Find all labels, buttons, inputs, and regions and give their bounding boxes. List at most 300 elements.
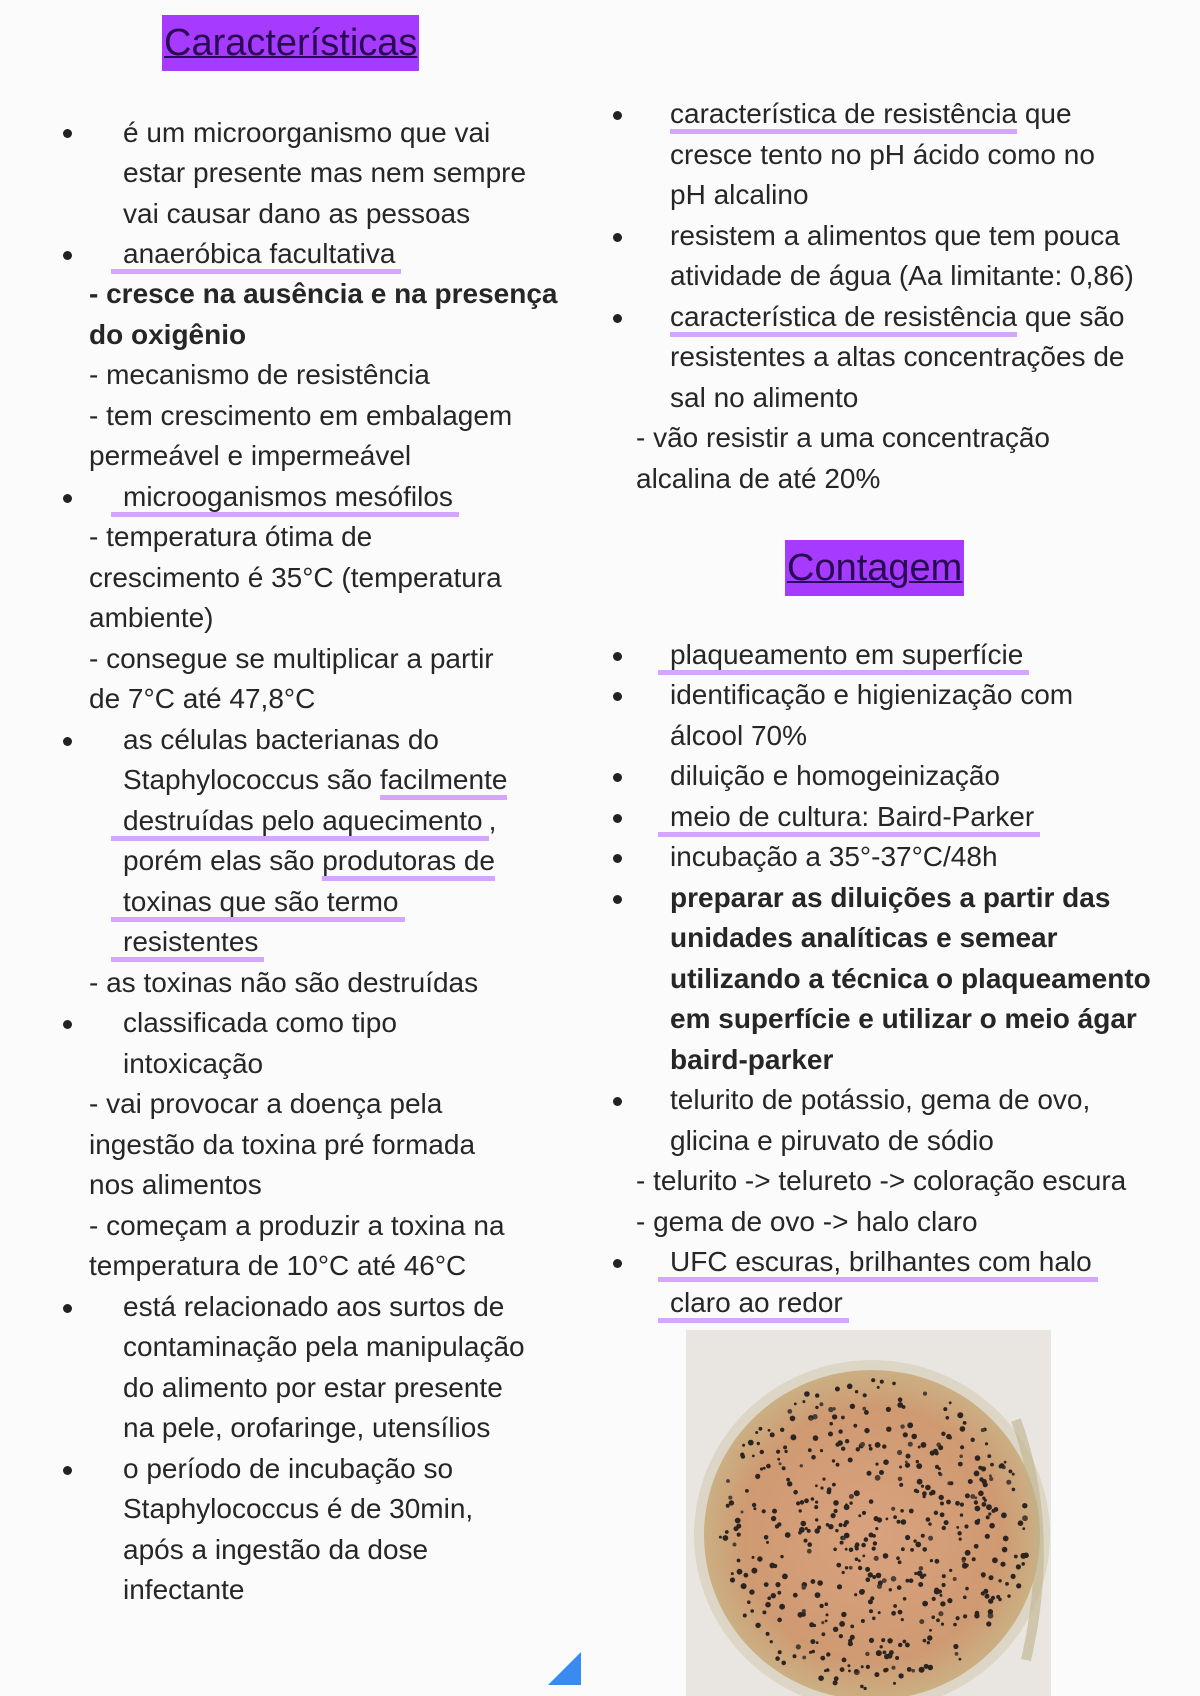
text-line: utilizando a técnica o plaqueamento [670, 963, 1151, 994]
colony-dot [905, 1535, 910, 1540]
colony-dot [881, 1638, 885, 1642]
text-line: o período de incubação so [123, 1453, 454, 1484]
bullet [63, 494, 72, 503]
colony-dot [842, 1658, 847, 1663]
colony-dot [959, 1538, 962, 1541]
colony-dot [755, 1623, 760, 1628]
colony-dot [850, 1404, 855, 1409]
colony-dot [815, 1518, 818, 1521]
colony-dot [770, 1432, 775, 1437]
colony-dot [875, 1527, 878, 1530]
colony-dot [1018, 1520, 1024, 1526]
colony-dot [826, 1523, 830, 1527]
bullet [63, 737, 72, 746]
bullet [613, 895, 622, 904]
colony-dot [847, 1664, 850, 1667]
colony-dot [859, 1589, 865, 1595]
colony-dot [737, 1569, 743, 1575]
text-span: Staphylococcus são [123, 764, 380, 795]
colony-dot [869, 1638, 874, 1643]
colony-dot [835, 1529, 838, 1532]
colony-dot [777, 1591, 781, 1595]
text-line: temperatura de 10°C até 46°C [89, 1250, 467, 1281]
bullet [613, 314, 622, 323]
colony-dot [793, 1593, 798, 1598]
colony-dot [873, 1541, 877, 1545]
colony-dot [1021, 1562, 1025, 1566]
colony-dot [848, 1670, 851, 1673]
text-line [123, 477, 459, 518]
colony-dot [876, 1573, 882, 1579]
colony-dot [929, 1629, 932, 1632]
colony-dot [839, 1621, 845, 1627]
colony-dot [771, 1516, 776, 1521]
colony-dot [898, 1643, 902, 1647]
colony-dot [841, 1416, 845, 1420]
colony-dot [790, 1434, 796, 1440]
colony-dot [998, 1579, 1001, 1582]
colony-dot [956, 1616, 960, 1620]
colony-dot [815, 1484, 818, 1487]
text-line: vai causar dano as pessoas [123, 198, 471, 229]
colony-dot [755, 1431, 758, 1434]
colony-dot [938, 1611, 943, 1616]
colony-dot [804, 1391, 810, 1397]
colony-dot [845, 1439, 849, 1443]
colony-dot [752, 1503, 756, 1507]
colony-dot [941, 1432, 945, 1436]
colony-dot [957, 1531, 961, 1535]
colony-dot [982, 1497, 985, 1500]
colony-dot [917, 1479, 923, 1485]
colony-dot [854, 1669, 858, 1673]
colony-dot [849, 1566, 853, 1570]
colony-dot [985, 1594, 990, 1599]
colony-dot [782, 1574, 788, 1580]
text-line: telurito de potássio, gema de ovo, [670, 1084, 1091, 1115]
colony-dot [906, 1579, 910, 1583]
text-line: é um microorganismo que vai [123, 117, 491, 148]
bullet [63, 1304, 72, 1313]
text-line: - mecanismo de resistência [89, 359, 430, 390]
colony-dot [940, 1601, 945, 1606]
bullet [63, 251, 72, 260]
colony-dot [752, 1556, 755, 1559]
colony-dot [942, 1526, 946, 1530]
colony-dot [943, 1407, 947, 1411]
colony-dot [785, 1532, 791, 1538]
colony-dot [807, 1549, 812, 1554]
colony-dot [825, 1602, 829, 1606]
bullet [613, 652, 622, 661]
colony-dot [819, 1604, 823, 1608]
text-line: unidades analíticas e semear [670, 922, 1058, 953]
colony-dot [936, 1618, 940, 1622]
colony-dot [764, 1583, 767, 1586]
colony-dot [999, 1464, 1003, 1468]
colony-dot [856, 1447, 860, 1451]
colony-dot [810, 1639, 815, 1644]
colony-dot [778, 1650, 782, 1654]
colony-dot [790, 1416, 796, 1422]
colony-dot [793, 1654, 797, 1658]
colony-dot [891, 1576, 897, 1582]
colony-dot [749, 1589, 754, 1594]
colony-dot [986, 1515, 990, 1519]
text-line [670, 797, 1040, 838]
colony-dot [832, 1414, 837, 1419]
colony-dot [832, 1459, 835, 1462]
colony-dot [923, 1495, 926, 1498]
colony-dot [862, 1407, 866, 1411]
colony-dot [970, 1494, 975, 1499]
colony-dot [730, 1577, 735, 1582]
colony-dot [1003, 1536, 1009, 1542]
bullet [613, 814, 622, 823]
colony-dot [983, 1589, 988, 1594]
colony-dot [875, 1475, 881, 1481]
colony-dot [909, 1509, 914, 1514]
colony-dot [975, 1520, 980, 1525]
colony-dot [1004, 1461, 1007, 1464]
colony-dot [874, 1672, 879, 1677]
colony-dot [949, 1481, 953, 1485]
colony-dot [956, 1526, 959, 1529]
colony-dot [891, 1611, 896, 1616]
colony-dot [811, 1455, 816, 1460]
colony-dot [985, 1442, 988, 1445]
text-line: - vai provocar a doença pela [89, 1088, 443, 1119]
colony-dot [886, 1427, 891, 1432]
colony-dot [901, 1618, 904, 1621]
colony-dot [874, 1556, 879, 1561]
text-line: sal no alimento [670, 382, 859, 413]
text-line: do alimento por estar presente [123, 1372, 503, 1403]
colony-dot [815, 1528, 820, 1533]
colony-dot [764, 1535, 769, 1540]
petri-dish-photo [686, 1330, 1051, 1696]
colony-dot [801, 1612, 806, 1617]
colony-dot [898, 1560, 902, 1564]
colony-dot [804, 1498, 809, 1503]
colony-dot [869, 1609, 873, 1613]
colony-dot [745, 1489, 749, 1493]
colony-dot [760, 1450, 764, 1454]
colony-dot [883, 1553, 889, 1559]
colony-dot [759, 1427, 763, 1431]
colony-dot [921, 1534, 925, 1538]
highlight: destruídas pelo aquecimento [111, 805, 489, 841]
colony-dot [889, 1588, 892, 1591]
highlight: resistentes [111, 926, 264, 962]
colony-dot [809, 1417, 812, 1420]
colony-dot [940, 1502, 944, 1506]
colony-dot [880, 1645, 883, 1648]
colony-dot [804, 1539, 808, 1543]
highlight: meio de cultura: Baird-Parker [658, 801, 1040, 837]
colony-dot [900, 1424, 904, 1428]
colony-dot [832, 1483, 836, 1487]
colony-dot [939, 1495, 944, 1500]
colony-dot [820, 1656, 825, 1661]
text-line [670, 297, 1124, 338]
colony-dot [733, 1543, 737, 1547]
colony-dot [750, 1609, 754, 1613]
colony-dot [826, 1652, 830, 1656]
bullet [613, 692, 622, 701]
colony-dot [930, 1559, 933, 1562]
text-line: álcool 70% [670, 720, 807, 751]
colony-dot [1006, 1480, 1011, 1485]
colony-dot [800, 1464, 803, 1467]
text-line [123, 234, 401, 275]
colony-dot [777, 1618, 782, 1623]
bullet [613, 1259, 622, 1268]
colony-dot [925, 1485, 931, 1491]
colony-dot [919, 1619, 924, 1624]
colony-dot [760, 1467, 763, 1470]
colony-dot [849, 1494, 854, 1499]
colony-dot [811, 1579, 816, 1584]
colony-dot [833, 1548, 837, 1552]
colony-dot [898, 1397, 903, 1402]
colony-dot [848, 1458, 853, 1463]
colony-dot [825, 1620, 828, 1623]
colony-dot [972, 1557, 976, 1561]
colony-dot [853, 1424, 857, 1428]
colony-dot [934, 1511, 938, 1515]
colony-dot [757, 1442, 760, 1445]
colony-dot [801, 1585, 806, 1590]
colony-dot [911, 1669, 915, 1673]
colony-dot [1009, 1470, 1013, 1474]
colony-dot [974, 1544, 979, 1549]
colony-dot [847, 1384, 853, 1390]
colony-dot [938, 1445, 943, 1450]
text-line: Staphylococcus é de 30min, [123, 1493, 474, 1524]
colony-dot [892, 1382, 896, 1386]
colony-dot [777, 1522, 781, 1526]
text-span: porém elas são [123, 845, 323, 876]
colony-dot [828, 1432, 833, 1437]
colony-dot [839, 1634, 843, 1638]
colony-dot [926, 1517, 931, 1522]
colony-dot [896, 1556, 900, 1560]
colony-dot [978, 1491, 984, 1497]
colony-dot [801, 1521, 807, 1527]
heading-caracteristicas: Características [162, 15, 419, 71]
colony-dot [869, 1499, 874, 1504]
colony-dot [865, 1652, 869, 1656]
colony-dot [900, 1509, 904, 1513]
colony-dot [858, 1559, 861, 1562]
colony-dot [799, 1509, 802, 1512]
colony-dot [835, 1442, 839, 1446]
colony-dot [747, 1600, 751, 1604]
colony-dot [796, 1501, 800, 1505]
colony-dot [872, 1534, 876, 1538]
text-line: - consegue se multiplicar a partir [89, 643, 494, 674]
colony-dot [842, 1571, 845, 1574]
text-line: identificação e higienização com [670, 679, 1074, 710]
highlight: microoganismos mesófilos [111, 481, 459, 517]
colony-dot [934, 1588, 939, 1593]
colony-dot [907, 1422, 913, 1428]
colony-dot [963, 1614, 967, 1618]
colony-dot [817, 1580, 823, 1586]
colony-dot [908, 1442, 913, 1447]
colony-dot [899, 1466, 902, 1469]
colony-dot [958, 1462, 963, 1467]
colony-dot [986, 1504, 992, 1510]
highlight: toxinas que são termo [111, 886, 405, 922]
colony-dot [824, 1669, 827, 1672]
colony-dot [947, 1598, 952, 1603]
colony-dot [740, 1453, 744, 1457]
colony-dot [932, 1597, 936, 1601]
colony-dot [988, 1512, 991, 1515]
colony-dot [911, 1434, 917, 1440]
colony-dot [755, 1474, 760, 1479]
text-line: ingestão da toxina pré formada [89, 1129, 476, 1160]
text-line: baird-parker [670, 1044, 834, 1075]
colony-dot [919, 1667, 925, 1673]
bullet [613, 1097, 622, 1106]
text-line: preparar as diluições a partir das [670, 882, 1111, 913]
colony-dot [726, 1504, 730, 1508]
text-line: - gema de ovo -> halo claro [636, 1206, 978, 1237]
text-line: na pele, orofaringe, utensílios [123, 1412, 491, 1443]
colony-dot [793, 1490, 798, 1495]
highlight: claro ao redor [658, 1287, 849, 1323]
colony-dot [884, 1654, 889, 1659]
colony-dot [953, 1623, 957, 1627]
colony-dot [963, 1421, 967, 1425]
colony-dot [1001, 1512, 1007, 1518]
colony-dot [941, 1623, 944, 1626]
colony-dot [879, 1470, 884, 1475]
colony-dot [748, 1440, 754, 1446]
colony-dot [898, 1610, 903, 1615]
colony-dot [1016, 1564, 1021, 1569]
text-line: permeável e impermeável [89, 440, 412, 471]
colony-dot [877, 1386, 880, 1389]
text-line: está relacionado aos surtos de [123, 1291, 505, 1322]
bullet [63, 1466, 72, 1475]
text-line: infectante [123, 1574, 245, 1605]
colony-dot [741, 1583, 747, 1589]
colony-dot [815, 1501, 818, 1504]
text-line: resistentes a altas concentrações de [670, 341, 1125, 372]
colony-dot [782, 1466, 786, 1470]
colony-dot [872, 1547, 876, 1551]
colony-dot [835, 1387, 840, 1392]
colony-dot [861, 1543, 866, 1548]
text-line: as células bacterianas do [123, 724, 439, 755]
colony-dot [1016, 1583, 1021, 1588]
colony-dot [833, 1680, 838, 1685]
colony-dot [965, 1493, 970, 1498]
highlight: característica de resistência [670, 301, 1017, 337]
colony-dot [802, 1400, 805, 1403]
colony-dot [921, 1442, 927, 1448]
colony-dot [921, 1485, 924, 1488]
colony-dot [1007, 1594, 1010, 1597]
colony-dot [909, 1578, 914, 1583]
text-line: - temperatura ótima de [89, 521, 373, 552]
colony-dot [779, 1462, 782, 1465]
colony-dot [836, 1463, 840, 1467]
colony-dot [765, 1602, 771, 1608]
colony-dot [855, 1390, 858, 1393]
colony-dot [827, 1490, 832, 1495]
colony-dot [1000, 1562, 1005, 1567]
colony-dot [942, 1583, 946, 1587]
text-line: crescimento é 35°C (temperatura [89, 562, 502, 593]
colony-dot [866, 1665, 870, 1669]
colony-dot [794, 1403, 797, 1406]
colony-dot [728, 1496, 732, 1500]
colony-dot [964, 1524, 968, 1528]
colony-dot [872, 1617, 876, 1621]
colony-dot [850, 1635, 855, 1640]
colony-dot [919, 1566, 924, 1571]
colony-dot [944, 1520, 949, 1525]
colony-dot [940, 1512, 945, 1517]
colony-dot [868, 1444, 871, 1447]
colony-dot [903, 1432, 908, 1437]
colony-dot [767, 1596, 771, 1600]
colony-dot [783, 1445, 787, 1449]
colony-dot [874, 1516, 879, 1521]
colony-dot [929, 1491, 933, 1495]
text-line: de 7°C até 47,8°C [89, 683, 316, 714]
colony-dot [916, 1490, 919, 1493]
bullet [63, 129, 72, 138]
text-line: resistem a alimentos que tem pouca [670, 220, 1120, 251]
colony-dot [916, 1463, 922, 1469]
colony-dot [906, 1454, 911, 1459]
colony-dot [781, 1661, 786, 1666]
colony-dot [922, 1601, 928, 1607]
colony-dot [989, 1477, 993, 1481]
colony-dot [775, 1656, 780, 1661]
colony-dot [871, 1378, 875, 1382]
colony-dot [868, 1572, 873, 1577]
colony-dot [766, 1632, 770, 1636]
colony-dot [820, 1449, 823, 1452]
colony-dot [893, 1515, 897, 1519]
text-line: diluição e homogeinização [670, 760, 1000, 791]
colony-dot [981, 1572, 986, 1577]
colony-dot [751, 1568, 757, 1574]
colony-dot [834, 1509, 838, 1513]
colony-dot [786, 1478, 790, 1482]
colony-dot [861, 1665, 864, 1668]
colony-dot [863, 1393, 867, 1397]
colony-dot [968, 1479, 973, 1484]
colony-dot [960, 1445, 964, 1449]
colony-dot [849, 1548, 854, 1553]
colony-dot [960, 1503, 964, 1507]
colony-dot [887, 1638, 892, 1643]
colony-dot [729, 1500, 734, 1505]
colony-dot [753, 1507, 756, 1510]
colony-dot [744, 1573, 749, 1578]
colony-dot [885, 1668, 889, 1672]
colony-dot [938, 1472, 941, 1475]
colony-dot [991, 1596, 995, 1600]
